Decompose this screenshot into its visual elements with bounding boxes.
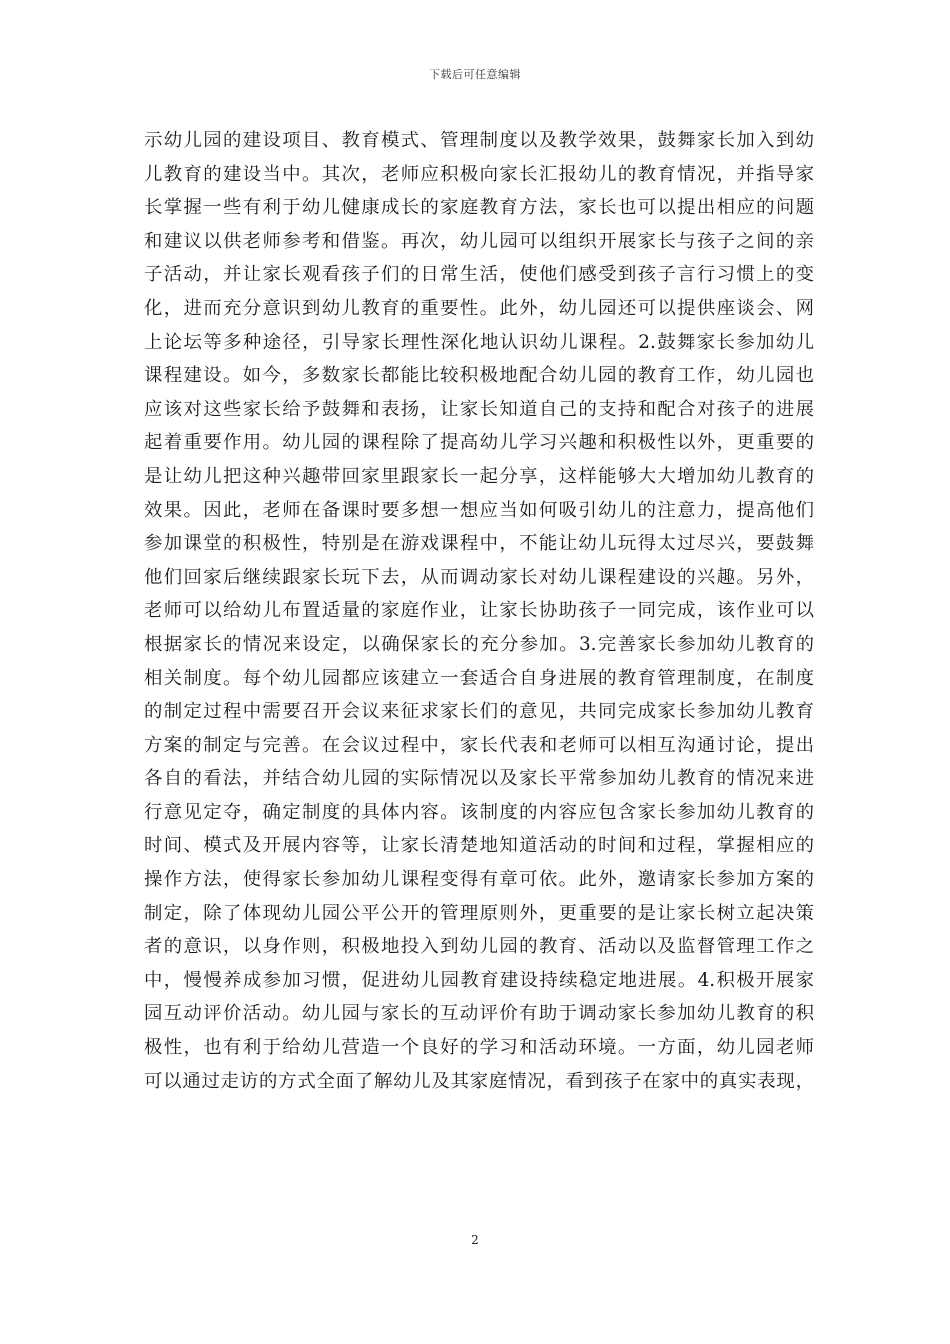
- text-line: 是让幼儿把这种兴趣带回家里跟家长一起分享，这样能够大大增加幼儿教育的: [144, 465, 814, 487]
- text-line: 可以通过走访的方式全面了解幼儿及其家庭情况，看到孩子在家中的真实表现，: [144, 1070, 814, 1092]
- text-line: 化，进而充分意识到幼儿教育的重要性。此外，幼儿园还可以提供座谈会、网: [144, 297, 814, 319]
- body-text: [144, 124, 814, 1098]
- text-line: 中，慢慢养成参加习惯，促进幼儿园教育建设持续稳定地进展。4.积极开展家: [144, 969, 814, 991]
- text-line: 儿教育的建设当中。其次，老师应积极向家长汇报幼儿的教育情况，并指导家: [144, 163, 814, 185]
- text-line: 他们回家后继续跟家长玩下去，从而调动家长对幼儿课程建设的兴趣。另外，: [144, 566, 814, 588]
- text-line: 应该对这些家长给予鼓舞和表扬，让家长知道自己的支持和配合对孩子的进展: [144, 398, 814, 420]
- text-line: 行意见定夺，确定制度的具体内容。该制度的内容应包含家长参加幼儿教育的: [144, 801, 814, 823]
- text-line: 时间、模式及开展内容等，让家长清楚地知道活动的时间和过程，掌握相应的: [144, 835, 814, 857]
- text-line: 上论坛等多种途径，引导家长理性深化地认识幼儿课程。2.鼓舞家长参加幼儿: [144, 331, 814, 353]
- text-line: 长掌握一些有利于幼儿健康成长的家庭教育方法，家长也可以提出相应的问题: [144, 197, 814, 219]
- text-line: 课程建设。如今，多数家长都能比较积极地配合幼儿园的教育工作，幼儿园也: [144, 365, 814, 387]
- text-line: 和建议以供老师参考和借鉴。再次，幼儿园可以组织开展家长与孩子之间的亲: [144, 230, 814, 252]
- text-line: 示幼儿园的建设项目、教育模式、管理制度以及教学效果，鼓舞家长加入到幼: [144, 130, 814, 151]
- text-line: 子活动，并让家长观看孩子们的日常生活，使他们感受到孩子言行习惯上的变: [144, 264, 814, 286]
- text-line: 相关制度。每个幼儿园都应该建立一套适合自身进展的教育管理制度，在制度: [144, 667, 814, 689]
- text-line: 操作方法，使得家长参加幼儿课程变得有章可依。此外，邀请家长参加方案的: [144, 869, 814, 891]
- text-line: 极性，也有利于给幼儿营造一个良好的学习和活动环境。一方面，幼儿园老师: [144, 1037, 814, 1059]
- text-line: 者的意识，以身作则，积极地投入到幼儿园的教育、活动以及监督管理工作之: [144, 936, 814, 958]
- text-line: 各自的看法，并结合幼儿园的实际情况以及家长平常参加幼儿教育的情况来进: [144, 768, 814, 790]
- text-line: 效果。因此，老师在备课时要多想一想应当如何吸引幼儿的注意力，提高他们: [144, 499, 814, 521]
- text-line: 根据家长的情况来设定，以确保家长的充分参加。3.完善家长参加幼儿教育的: [144, 633, 814, 655]
- text-line: 老师可以给幼儿布置适量的家庭作业，让家长协助孩子一同完成，该作业可以: [144, 600, 814, 622]
- page-header: 下载后可任意编辑: [429, 68, 521, 81]
- text-line: 方案的制定与完善。在会议过程中，家长代表和老师可以相互沟通讨论，提出: [144, 734, 814, 756]
- text-line: 园互动评价活动。幼儿园与家长的互动评价有助于调动家长参加幼儿教育的积: [144, 1003, 814, 1025]
- text-line: 起着重要作用。幼儿园的课程除了提高幼儿学习兴趣和积极性以外，更重要的: [144, 432, 814, 454]
- text-line: 参加课堂的积极性，特别是在游戏课程中，不能让幼儿玩得太过尽兴，要鼓舞: [144, 533, 814, 555]
- text-line: 制定，除了体现幼儿园公平公开的管理原则外，更重要的是让家长树立起决策: [144, 902, 814, 924]
- page-number: 2: [471, 1233, 479, 1247]
- text-line: 的制定过程中需要召开会议来征求家长们的意见，共同完成家长参加幼儿教育: [144, 701, 814, 723]
